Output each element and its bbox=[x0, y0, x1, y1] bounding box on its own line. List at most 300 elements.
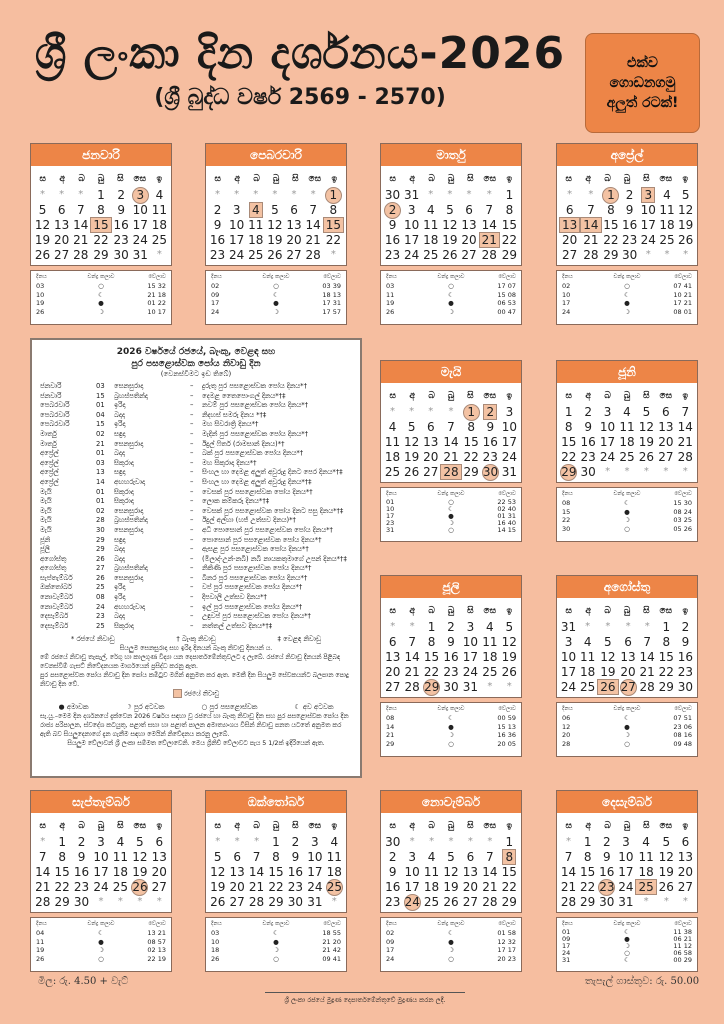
holiday-description: දීපවාලි උත්සව දිනය*† bbox=[202, 593, 267, 602]
day-cell bbox=[131, 218, 150, 232]
day-cell bbox=[635, 835, 656, 849]
holiday-row bbox=[40, 478, 352, 488]
moon-day: 26 bbox=[386, 307, 395, 316]
day-number: 7 bbox=[447, 420, 455, 434]
phase-legend-item bbox=[59, 702, 89, 712]
day-cell bbox=[402, 248, 421, 262]
day-cell bbox=[52, 835, 71, 849]
day-number: 9 bbox=[77, 850, 86, 864]
weekday-label: ඉ bbox=[682, 391, 689, 401]
holiday-dash: – bbox=[190, 612, 194, 621]
day-grid bbox=[206, 835, 346, 912]
day-number: 18 bbox=[326, 865, 342, 879]
moon-day: 23 bbox=[386, 519, 395, 527]
moon-col-header: වේලාව bbox=[674, 274, 692, 280]
moon-time: 17 17 bbox=[497, 946, 516, 954]
full-moon-icon: ○ bbox=[201, 702, 208, 711]
day-cell bbox=[227, 880, 246, 894]
holiday-dash: – bbox=[190, 535, 194, 544]
moon-col-header: වේලාව bbox=[498, 706, 516, 712]
moon-table-header bbox=[562, 705, 692, 714]
day-number: 23 bbox=[599, 880, 615, 894]
day-number: * bbox=[448, 836, 454, 847]
day-cell bbox=[90, 218, 111, 232]
day-number: 8 bbox=[427, 635, 436, 649]
moon-time: 11 12 bbox=[673, 942, 692, 950]
day-number: 12 bbox=[600, 650, 616, 664]
moon-time: 07 41 bbox=[673, 282, 692, 290]
full-moon-icon: ○ bbox=[98, 954, 104, 963]
month-grid bbox=[556, 143, 698, 266]
day-cell bbox=[208, 203, 227, 217]
day-number: 2 bbox=[213, 203, 222, 217]
holiday-description: මහ සිකුරාදා දිනය*† bbox=[202, 458, 257, 467]
day-number: 3 bbox=[408, 850, 416, 864]
day-cell bbox=[131, 233, 150, 247]
holiday-row bbox=[40, 440, 352, 450]
day-number: 27 bbox=[658, 450, 674, 464]
moon-time: 10 17 bbox=[147, 307, 166, 316]
day-cell bbox=[559, 880, 578, 894]
day-number: 25 bbox=[619, 450, 635, 464]
day-cell bbox=[461, 680, 480, 694]
day-number: * bbox=[291, 189, 297, 200]
day-number: * bbox=[487, 681, 493, 692]
holiday-row bbox=[40, 411, 352, 421]
day-cell bbox=[639, 203, 658, 217]
weekday-label: සෙ bbox=[133, 174, 147, 184]
day-cell bbox=[402, 465, 421, 479]
day-cell bbox=[304, 218, 323, 232]
day-grid bbox=[381, 620, 521, 697]
day-number: 30 bbox=[113, 248, 129, 262]
day-number: 23 bbox=[287, 880, 304, 894]
phase-legend-item bbox=[294, 702, 333, 712]
day-cell bbox=[676, 850, 695, 864]
day-number: 2 bbox=[291, 835, 300, 849]
day-cell bbox=[441, 880, 460, 894]
day-number: 2 bbox=[584, 405, 592, 419]
moon-day: 10 bbox=[562, 290, 571, 299]
day-number: 6 bbox=[466, 850, 475, 864]
day-number: 23 bbox=[482, 450, 498, 464]
holiday-weekday: බ්‍රහස්පතින්දා bbox=[114, 564, 148, 573]
first-moon-icon: ☽ bbox=[125, 702, 132, 711]
day-cell bbox=[91, 880, 110, 894]
day-number: 30 bbox=[385, 835, 401, 849]
weekday-label: අ bbox=[234, 821, 240, 831]
day-number: 2 bbox=[117, 188, 125, 202]
day-number: 5 bbox=[604, 635, 612, 649]
day-cell bbox=[580, 218, 601, 232]
day-cell bbox=[33, 865, 52, 879]
day-number: 15 bbox=[54, 865, 70, 879]
day-number: 21 bbox=[677, 435, 693, 449]
holiday-weekday: සඳුදා bbox=[114, 429, 126, 438]
full-moon-icon: ○ bbox=[448, 282, 454, 290]
last-moon-icon: ☾ bbox=[448, 290, 454, 299]
new-moon-icon: ● bbox=[624, 722, 630, 731]
day-number: 1 bbox=[505, 188, 514, 202]
moon-phase-table bbox=[30, 270, 172, 325]
day-number: 13 bbox=[385, 650, 401, 664]
moon-table-header bbox=[386, 273, 516, 282]
new-moon-icon: ● bbox=[624, 507, 630, 516]
day-cell bbox=[52, 233, 71, 247]
day-number: * bbox=[467, 836, 473, 847]
day-cell bbox=[676, 835, 695, 849]
day-number: 4 bbox=[642, 835, 650, 849]
day-number: 10 bbox=[599, 420, 616, 434]
day-cell bbox=[383, 218, 402, 232]
month-name: දෙසැම්බර් bbox=[557, 791, 697, 813]
day-number: 15 bbox=[323, 217, 344, 233]
moon-row bbox=[386, 938, 516, 947]
weekday-header bbox=[557, 383, 697, 405]
day-cell bbox=[441, 665, 460, 679]
day-number: 4 bbox=[623, 405, 631, 419]
holiday-description: වෙසක් පුර පසළොස්වක පෝය දිනට පසු දිනය*†‡ bbox=[202, 506, 344, 515]
day-number: 1 bbox=[564, 405, 573, 419]
day-number: 29 bbox=[658, 680, 674, 694]
day-number: 19 bbox=[132, 865, 148, 879]
moon-col-header: දිනය bbox=[386, 274, 397, 280]
day-cell bbox=[305, 835, 324, 849]
day-cell bbox=[265, 218, 284, 232]
day-cell bbox=[421, 233, 440, 247]
moon-col-header: දිනය bbox=[562, 921, 573, 927]
day-number: 5 bbox=[271, 203, 279, 217]
day-cell bbox=[639, 248, 658, 262]
day-cell bbox=[578, 865, 597, 879]
day-number: * bbox=[624, 466, 630, 477]
holiday-row bbox=[40, 392, 352, 402]
weekday-label: බු bbox=[447, 606, 455, 616]
day-number: 23 bbox=[113, 233, 129, 247]
day-number: 20 bbox=[151, 865, 167, 879]
day-cell bbox=[227, 248, 246, 262]
day-number: 13 bbox=[559, 217, 580, 233]
day-cell bbox=[90, 188, 111, 202]
day-cell bbox=[208, 835, 227, 849]
day-cell bbox=[247, 880, 266, 894]
moon-time: 21 18 bbox=[147, 290, 166, 299]
day-number: 1 bbox=[662, 620, 671, 634]
day-number: 12 bbox=[442, 218, 458, 232]
weekday-header bbox=[557, 166, 697, 188]
day-number: 6 bbox=[465, 203, 473, 217]
month-grid bbox=[556, 360, 698, 483]
day-cell bbox=[305, 850, 324, 864]
weekday-label: ස bbox=[389, 606, 396, 616]
weekday-label: ස bbox=[389, 174, 396, 184]
day-cell bbox=[421, 218, 440, 232]
day-cell bbox=[422, 650, 441, 664]
moon-time: 12 32 bbox=[497, 937, 516, 946]
day-cell bbox=[33, 850, 52, 864]
holiday-row bbox=[40, 516, 352, 526]
moon-table-header bbox=[562, 273, 692, 282]
note-star: මේ රජයේ නිවාඩු තැපැල්, රේගු හා කාලගුණ විද්‍යා යන දෙපාර්තමේන්තුවලට ද ලැබේ. රජයේ නිවාඩු දිනයන් පිළිබඳ වෙනස්වීම් ගැසට් නිවේදනයක මාර්ගයෙන් ප්‍රසිද්ධ කරනු ඇත. bbox=[40, 654, 341, 671]
day-number: 22 bbox=[268, 880, 284, 894]
moon-phase-table bbox=[556, 917, 698, 972]
moon-row bbox=[36, 308, 166, 317]
day-number: * bbox=[625, 621, 631, 632]
day-cell bbox=[304, 248, 323, 262]
day-cell bbox=[480, 620, 499, 634]
day-number: 19 bbox=[638, 435, 655, 449]
day-number: 29 bbox=[561, 465, 577, 479]
day-number: 5 bbox=[681, 188, 690, 202]
day-cell bbox=[112, 218, 131, 232]
day-cell bbox=[284, 233, 303, 247]
day-cell bbox=[91, 850, 110, 864]
day-cell bbox=[578, 635, 597, 649]
day-number: 16 bbox=[384, 233, 401, 247]
day-number: 10 bbox=[132, 203, 148, 217]
day-cell bbox=[227, 188, 246, 202]
day-cell bbox=[150, 218, 169, 232]
day-cell bbox=[150, 835, 169, 849]
slogan-line: අලුත් රටක්! bbox=[606, 95, 679, 111]
day-cell bbox=[598, 450, 617, 464]
holiday-month: ජනවාරි bbox=[40, 391, 62, 400]
month-card bbox=[556, 360, 698, 542]
day-cell bbox=[676, 233, 695, 247]
day-number: 29 bbox=[463, 465, 479, 479]
day-number: 10 bbox=[462, 635, 479, 649]
day-number: 20 bbox=[423, 450, 439, 464]
month-name: මාර්තු bbox=[381, 144, 521, 166]
moon-col-header: වේලාව bbox=[674, 921, 692, 927]
day-cell bbox=[383, 650, 402, 664]
holiday-day: 27 bbox=[96, 564, 105, 573]
day-cell bbox=[246, 233, 265, 247]
day-cell bbox=[580, 188, 601, 202]
day-number: * bbox=[330, 249, 336, 260]
day-number: 17 bbox=[404, 233, 420, 247]
day-number: 3 bbox=[603, 405, 612, 419]
day-cell bbox=[323, 218, 344, 232]
day-number: 17 bbox=[501, 435, 518, 449]
day-number: 23 bbox=[443, 665, 459, 679]
month-card bbox=[30, 790, 172, 972]
holiday-day: 01 bbox=[96, 487, 105, 496]
weekday-label: ඉ bbox=[331, 174, 338, 184]
day-number: 25 bbox=[635, 879, 656, 895]
day-number: 26 bbox=[132, 880, 148, 894]
day-cell bbox=[150, 188, 169, 202]
day-number: 3 bbox=[132, 187, 149, 204]
day-number: 2 bbox=[447, 620, 455, 634]
day-cell bbox=[383, 895, 402, 909]
moon-table-header bbox=[36, 920, 166, 929]
weekday-label: ස bbox=[214, 174, 221, 184]
day-cell bbox=[559, 450, 578, 464]
day-number: 22 bbox=[501, 880, 517, 894]
day-grid bbox=[381, 405, 521, 482]
weekday-label: ඉ bbox=[506, 821, 513, 831]
day-number: 7 bbox=[76, 203, 85, 217]
day-number: 24 bbox=[560, 680, 577, 694]
holiday-month: නොවැම්බර් bbox=[40, 602, 74, 611]
new-moon-icon: ● bbox=[273, 299, 279, 307]
last-moon-icon: ☾ bbox=[273, 929, 279, 937]
day-number: 13 bbox=[151, 850, 167, 864]
day-cell bbox=[208, 233, 227, 247]
day-number: 27 bbox=[461, 248, 477, 262]
first-moon-icon: ☽ bbox=[273, 946, 279, 954]
day-number: 2 bbox=[602, 835, 611, 849]
new-moon-icon: ● bbox=[448, 722, 454, 731]
moon-time: 01 31 bbox=[497, 512, 516, 520]
month-grid bbox=[205, 790, 347, 913]
day-cell bbox=[578, 450, 597, 464]
weekday-label: සෙ bbox=[308, 821, 322, 831]
holiday-month: ජූලි bbox=[40, 545, 50, 554]
day-cell bbox=[402, 880, 421, 894]
day-number: 19 bbox=[658, 865, 674, 879]
day-number: 18 bbox=[659, 218, 675, 232]
day-cell bbox=[500, 435, 519, 449]
first-moon-icon: ☽ bbox=[624, 731, 630, 739]
moon-row bbox=[36, 955, 166, 964]
moon-time: 17 21 bbox=[673, 299, 692, 307]
day-cell bbox=[422, 895, 441, 909]
day-cell bbox=[598, 405, 617, 419]
day-number: 5 bbox=[505, 620, 514, 634]
day-number: 11 bbox=[423, 218, 439, 232]
month-name: ජූනි bbox=[557, 361, 697, 383]
moon-day: 18 bbox=[211, 946, 220, 954]
day-cell bbox=[325, 850, 344, 864]
moon-col-header: දිනය bbox=[386, 706, 397, 712]
note-bank: සියලුම සෙනසුරාදා සහ ඉරිදා දිනයන් බැංකු නිවාඩු දිනයන් ය. bbox=[119, 645, 273, 653]
day-number: 6 bbox=[290, 203, 298, 217]
square-legend bbox=[40, 689, 352, 699]
day-cell bbox=[598, 420, 617, 434]
day-cell bbox=[440, 435, 461, 449]
day-cell bbox=[598, 465, 617, 479]
month-card bbox=[30, 143, 172, 325]
day-cell bbox=[597, 850, 616, 864]
day-cell bbox=[462, 420, 481, 434]
day-number: 16 bbox=[443, 650, 459, 664]
moon-phase-table bbox=[556, 487, 698, 542]
holiday-description: ඊදුල් ෆිතර් (රාමසාන් දිනය)*† bbox=[202, 439, 285, 448]
moon-row bbox=[36, 291, 166, 300]
weekday-label: ස bbox=[565, 391, 572, 401]
holiday-weekday: බ්‍රහස්පතින්දා bbox=[114, 516, 148, 525]
month-card bbox=[380, 790, 522, 972]
day-cell bbox=[602, 248, 621, 262]
month-card bbox=[380, 143, 522, 325]
moon-col-header: චන්ද්‍ර කලාව bbox=[437, 706, 465, 712]
day-cell bbox=[500, 650, 519, 664]
day-cell bbox=[421, 450, 440, 464]
day-number: 4 bbox=[663, 188, 671, 202]
page-title: ශ්‍රී ලංකා දින දර්ශනය-2026 bbox=[34, 28, 566, 79]
day-cell bbox=[402, 203, 421, 217]
day-number: * bbox=[98, 896, 104, 907]
day-number: * bbox=[409, 836, 415, 847]
day-number: * bbox=[487, 836, 493, 847]
day-number: 6 bbox=[233, 850, 241, 864]
last-moon-icon: ☾ bbox=[448, 505, 454, 513]
last-moon-icon: ☾ bbox=[624, 714, 630, 722]
day-number: 2 bbox=[77, 835, 86, 849]
moon-time: 17 31 bbox=[322, 299, 341, 307]
day-cell bbox=[638, 680, 657, 694]
weekday-label: ස bbox=[389, 821, 396, 831]
day-cell bbox=[616, 895, 635, 909]
moon-row bbox=[562, 499, 692, 508]
new-moon-icon: ● bbox=[98, 937, 104, 946]
day-number: 8 bbox=[97, 203, 105, 217]
day-number: 10 bbox=[560, 650, 577, 664]
day-number: 11 bbox=[580, 650, 596, 664]
holiday-month: මැයි bbox=[40, 525, 52, 534]
day-cell bbox=[422, 620, 441, 634]
day-cell bbox=[635, 895, 656, 909]
day-number: 16 bbox=[287, 865, 304, 879]
holiday-dash: – bbox=[190, 516, 194, 525]
day-cell bbox=[266, 865, 285, 879]
day-number: 7 bbox=[681, 405, 690, 419]
day-number: 16 bbox=[580, 435, 596, 449]
holiday-day: 29 bbox=[96, 545, 105, 554]
day-number: 13 bbox=[677, 850, 694, 864]
day-cell bbox=[639, 188, 658, 202]
day-number: 28 bbox=[35, 895, 51, 909]
day-number: 26 bbox=[267, 248, 283, 262]
day-number: 23 bbox=[385, 895, 401, 909]
day-number: 12 bbox=[267, 218, 283, 232]
day-number: 10 bbox=[640, 203, 656, 217]
day-cell bbox=[500, 895, 519, 909]
day-number: 1 bbox=[463, 404, 480, 421]
day-cell bbox=[657, 865, 676, 879]
day-number: * bbox=[566, 836, 572, 847]
day-number: 31 bbox=[462, 680, 479, 694]
day-cell bbox=[72, 895, 91, 909]
day-cell bbox=[638, 665, 657, 679]
day-cell bbox=[616, 865, 635, 879]
day-number: 6 bbox=[624, 635, 632, 649]
moon-time: 20 05 bbox=[497, 739, 516, 748]
day-cell bbox=[247, 865, 266, 879]
day-number: * bbox=[272, 189, 278, 200]
day-number: 1 bbox=[505, 835, 514, 849]
day-cell bbox=[71, 218, 90, 232]
moon-time: 00 29 bbox=[673, 956, 692, 964]
day-cell bbox=[227, 218, 246, 232]
month-grid bbox=[556, 575, 698, 698]
day-number: * bbox=[409, 621, 415, 632]
day-cell bbox=[383, 880, 402, 894]
day-number: 9 bbox=[388, 218, 397, 232]
day-cell bbox=[422, 680, 441, 694]
moon-time: 02 13 bbox=[147, 946, 166, 954]
weekday-label: ඉ bbox=[506, 174, 513, 184]
day-cell bbox=[383, 680, 402, 694]
day-cell bbox=[286, 880, 305, 894]
day-cell bbox=[402, 450, 421, 464]
holiday-row bbox=[40, 622, 352, 632]
month-card bbox=[205, 143, 347, 325]
day-cell bbox=[657, 850, 676, 864]
day-number: * bbox=[585, 621, 591, 632]
